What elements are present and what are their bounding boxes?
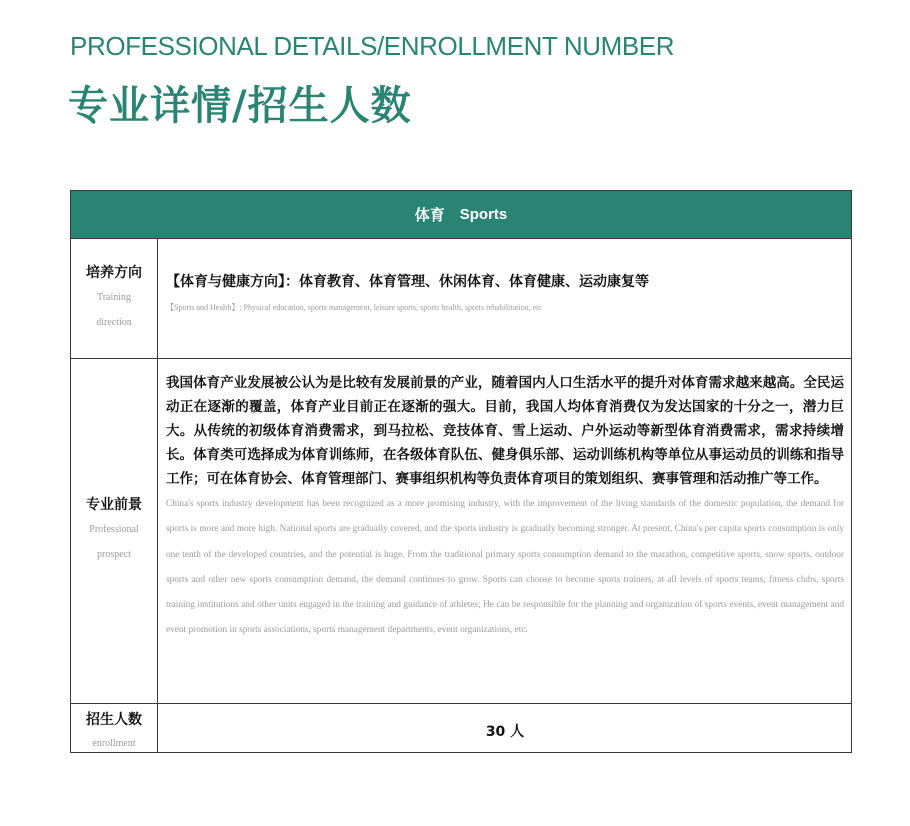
- enrollment-count: 30 人: [485, 723, 525, 740]
- page-title-en: PROFESSIONAL DETAILS/ENROLLMENT NUMBER: [70, 31, 675, 61]
- row-label-en: Training direction: [96, 291, 132, 328]
- training-direction-en: 【Sports and Health】: Physical education, sports management, leisure sports, sports health, sports rehabilitation, etc: [166, 303, 542, 312]
- table-header: [71, 191, 851, 239]
- prospect-text-en: China's sports industry development has been recognized as a more promising industry, with the improvement of the living standards of the domestic population, the demand for sports is more and more high. National sports are gradually covered, and the sports industry is gradually becoming stronger. At present, China's per capita sports consumption is only one tenth of the developed countries, and the potential is huge. From the traditional primary sports consumption demand to the marathon, competitive sports, snow sports, outdoor sports and other new sports consumption demand, the demand continues to grow. Sports can choose to become sports trainers, at all levels of sports teams, fitness clubs, sports training institutions and other units engaged in the training and guidance of athletes; He can be responsible for the planning and organization of sports events, event management and event promotion in sports associations, sports management departments, event organizations, etc.: [166, 499, 844, 636]
- page-title-zh: 专业详情/招生人数: [68, 83, 412, 129]
- training-direction-zh: 【体育与健康方向】：体育教育、体育管理、休闲体育、体育健康、运动康复等: [166, 274, 649, 290]
- row-label-zh: 培养方向: [86, 264, 142, 281]
- major-name-en: Sports: [459, 206, 508, 223]
- row-label-cell: [71, 239, 158, 358]
- table-row-professional-prospect: [71, 359, 851, 704]
- row-label-cell: [71, 704, 158, 753]
- row-content-cell: [158, 704, 851, 753]
- row-label-cell: [71, 359, 158, 703]
- major-name-zh: 体育: [414, 206, 445, 224]
- table-row-enrollment: [71, 704, 851, 753]
- row-label-zh: 招生人数: [86, 712, 142, 728]
- table-row-training-direction: [71, 239, 851, 359]
- prospect-text-zh: 我国体育产业发展被公认为是比较有发展前景的产业，随着国内人口生活水平的提升对体育需求越来越高。全民运动正在逐渐的覆盖，体育产业目前正在逐渐的强大。目前，我国人均体育消费仅为发达国家的十分之一，潜力巨大。从传统的初级体育消费需求，到马拉松、竞技体育、雪上运动、户外运动等新型体育消费需求，需求持续增长。体育类可选择成为体育训练师，在各级体育队伍、健身俱乐部、运动训练机构等单位从事运动员的训练和指导工作；可在体育协会、体育管理部门、赛事组织机构等负责体育项目的策划组织、赛事管理和活动推广等工作。: [166, 375, 844, 487]
- major-details-table: [70, 190, 852, 753]
- row-content-cell: [158, 359, 851, 703]
- row-label-en: enrollment: [92, 738, 136, 749]
- row-label-en: Professional prospect: [89, 524, 139, 560]
- row-content-cell: [158, 239, 851, 358]
- row-label-zh: 专业前景: [86, 497, 142, 513]
